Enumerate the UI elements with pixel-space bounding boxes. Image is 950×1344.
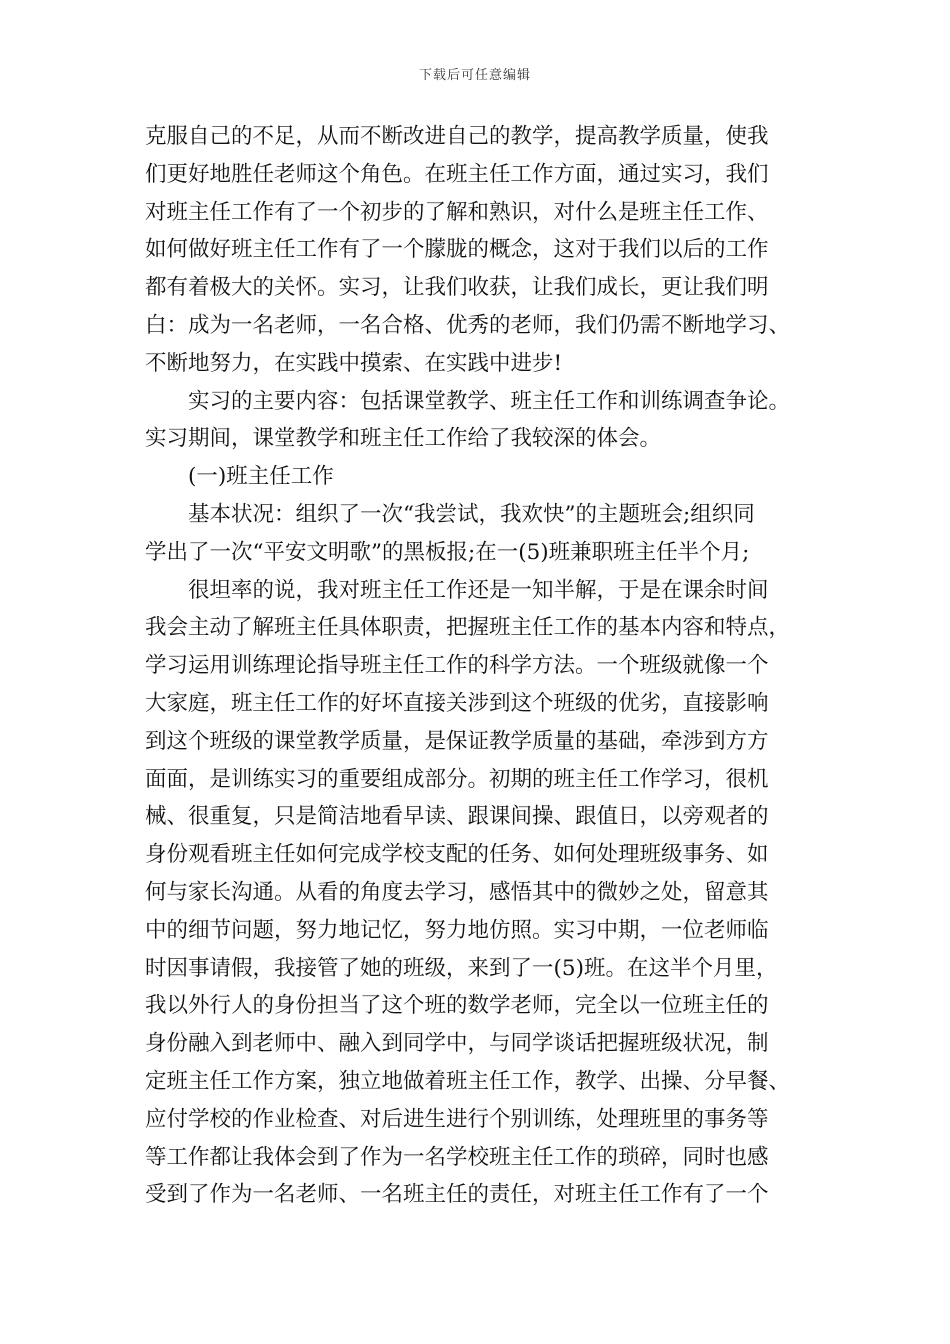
page-header: 下载后可任意编辑 [418,68,531,83]
text-line: 何与家长沟通。从看的角度去学习，感悟其中的微妙之处，留意其 [145,879,769,905]
text-line: 受到了作为一名老师、一名班主任的责任，对班主任工作有了一个 [145,1182,769,1208]
text-line: 械、很重复，只是简洁地看早读、跟课间操、跟值日，以旁观者的 [145,804,769,830]
text-line: 大家庭，班主任工作的好坏直接关涉到这个班级的优劣，直接影响 [145,690,769,716]
text-line: 学出了一次“平安文明歌”的黑板报;在一(5)班兼职班主任半个月; [145,539,750,565]
text-line: 白：成为一名老师，一名合格、优秀的老师，我们仍需不断地学习、 [145,312,791,338]
document-body [145,118,825,1214]
text-line: 身份观看班主任如何完成学校支配的任务、如何处理班级事务、如 [145,842,769,868]
text-line: 学习运用训练理论指导班主任工作的科学方法。一个班级就像一个 [145,653,769,679]
text-line: 身份融入到老师中、融入到同学中，与同学谈话把握班级状况，制 [145,1031,769,1057]
text-line: 定班主任工作方案，独立地做着班主任工作，教学、出操、分早餐、 [145,1068,791,1094]
section-heading: (一)班主任工作 [188,464,334,490]
paragraph-start-line: 很坦率的说，我对班主任工作还是一知半解，于是在课余时间 [188,577,769,603]
text-line: 们更好地胜任老师这个角色。在班主任工作方面，通过实习，我们 [145,161,769,187]
text-line: 面面，是训练实习的重要组成部分。初期的班主任工作学习，很机 [145,766,769,792]
text-line: 克服自己的不足，从而不断改进自己的教学，提高教学质量，使我 [145,124,769,149]
text-line: 我以外行人的身份担当了这个班的数学老师，完全以一位班主任的 [145,993,769,1019]
text-line: 对班主任工作有了一个初步的了解和熟识，对什么是班主任工作、 [145,199,769,225]
paragraph-start-line: 基本状况：组织了一次“我尝试，我欢快”的主题班会;组织同 [188,501,755,527]
text-line: 如何做好班主任工作有了一个朦胧的概念，这对于我们以后的工作 [145,237,769,263]
text-line: 实习期间，课堂教学和班主任工作给了我较深的体会。 [145,426,662,452]
text-line: 我会主动了解班主任具体职责，把握班主任工作的基本内容和特点， [145,615,791,641]
text-line: 等工作都让我体会到了作为一名学校班主任工作的琐碎，同时也感 [145,1144,769,1170]
text-line: 时因事请假，我接管了她的班级，来到了一(5)班。在这半个月里， [145,955,778,981]
text-line: 不断地努力，在实践中摸索、在实践中进步! [145,350,563,376]
text-line: 到这个班级的课堂教学质量，是保证教学质量的基础，牵涉到方方 [145,728,769,754]
paragraph-start-line: 实习的主要内容：包括课堂教学、班主任工作和训练调查争论。 [188,388,791,414]
text-line: 应付学校的作业检查、对后进生进行个别训练，处理班里的事务等 [145,1106,769,1132]
text-line: 中的细节问题，努力地记忆，努力地仿照。实习中期，一位老师临 [145,917,769,943]
text-line: 都有着极大的关怀。实习，让我们收获，让我们成长，更让我们明 [145,275,769,301]
